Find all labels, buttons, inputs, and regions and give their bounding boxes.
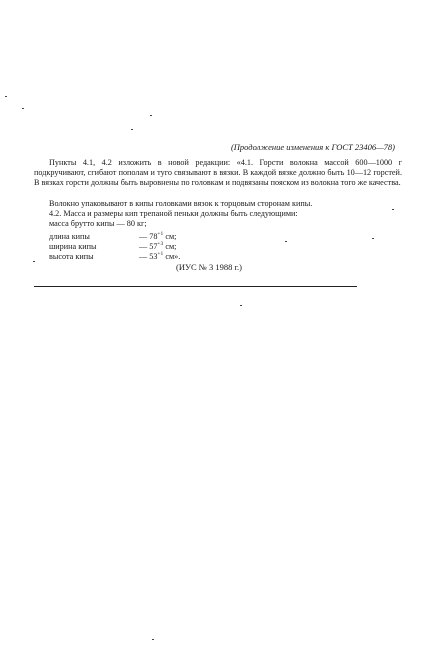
scan-speck [5,96,7,97]
spec-length-tolerance: +1 [157,231,164,237]
spec-length-label: длина кипы [49,232,90,241]
scan-speck [33,261,35,262]
spec-height [49,249,180,262]
scan-speck [240,305,242,306]
horizontal-rule [34,286,357,287]
scan-speck [372,238,374,239]
scan-speck [22,108,24,109]
scan-speck [285,241,287,242]
scan-speck [150,115,152,116]
spec-height-value: — 53 [139,252,158,261]
paragraph-packing: Волокно упаковывают в кипы головками вязок к торцовым сторонам кипы. [49,199,313,208]
spec-height-label: высота кипы [49,252,94,261]
spec-height-tolerance: +1 [157,251,164,257]
scan-speck [152,639,154,640]
spec-height-unit: см». [163,252,181,261]
spec-length-unit: см; [163,232,177,241]
continuation-note: (Продолжение изменения к ГОСТ 23406—78) [230,142,395,152]
spec-length-value: — 78 [139,232,158,241]
spec-width-unit: см; [163,242,177,251]
scan-speck [392,209,394,210]
spec-mass-value: — 80 кг; [116,219,147,228]
paragraph-4-1: Пункты 4.1, 4.2 изложить в новой редакции: «4.1. Горсти волокна массой 600—1000 г подкручивают, сгибают пополам и туго связывают в вязки. В каждой вязке должно быть 10—12 горстей. В вязках горсти должны быть выровнены по головкам и подвязаны пояском из волокна того же качества. [34,158,402,188]
scan-speck [131,129,133,130]
paragraph-4-2: 4.2. Масса и размеры кип трепаной пеньки должны быть следующими: [49,209,298,218]
spec-width-label: ширина кипы [49,242,97,251]
spec-width-tolerance: +3 [157,241,164,247]
spec-width-value: — 57 [139,242,158,251]
source-reference: (ИУС № 3 1988 г.) [176,262,242,272]
spec-mass [49,219,147,229]
spec-mass-label: масса брутто кипы [49,219,115,228]
